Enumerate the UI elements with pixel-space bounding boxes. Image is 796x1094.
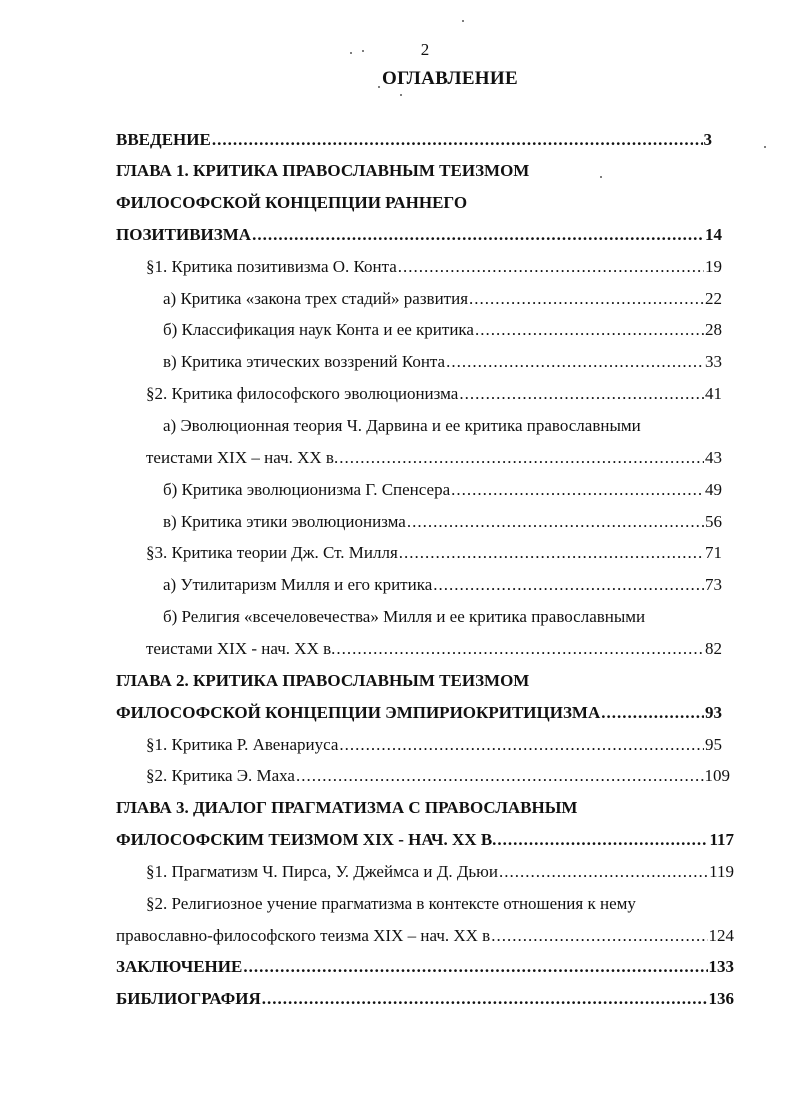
toc-entry-text: §1. Критика Р. Авенариуса — [146, 735, 339, 754]
dot-leader — [459, 384, 704, 404]
toc-entry — [146, 257, 722, 281]
toc-entry-page: 49 — [705, 480, 722, 499]
toc-entry-page: 22 — [705, 289, 722, 308]
toc-entry-text: православно-философского теизма XIX – нач. XX в — [116, 926, 491, 945]
toc-entry-text: б) Классификация наук Конта и ее критика — [163, 320, 474, 339]
dot-leader — [475, 320, 704, 340]
toc-entry-page: 133 — [708, 957, 734, 976]
toc-entry-page: 41 — [705, 384, 722, 403]
toc-entry-page: 73 — [705, 575, 722, 594]
toc-entry-text: ВВЕДЕНИЕ — [116, 130, 211, 149]
dot-leader — [296, 766, 704, 786]
toc-entry-text: ФИЛОСОФСКОЙ КОНЦЕПЦИИ ЭМПИРИОКРИТИЦИЗМА — [116, 703, 601, 722]
toc-entry-page: 119 — [709, 862, 734, 881]
toc-entry — [146, 766, 730, 790]
toc-entry-text: §2. Критика философского эволюционизма — [146, 384, 459, 403]
toc-entry — [163, 416, 641, 440]
toc-entry — [146, 735, 722, 759]
toc-entry-page: 109 — [704, 766, 730, 785]
scan-speck — [362, 50, 364, 52]
dot-leader — [339, 448, 704, 468]
dot-leader — [433, 575, 704, 595]
toc-entry-page: 19 — [705, 257, 722, 276]
toc-entry — [116, 193, 467, 217]
toc-entry — [116, 957, 734, 981]
toc-entry-page: 95 — [705, 735, 722, 754]
toc-entry-text: б) Критика эволюционизма Г. Спенсера — [163, 480, 451, 499]
toc-entry — [116, 798, 577, 822]
toc-entry-page: 28 — [705, 320, 722, 339]
toc-entry — [116, 130, 712, 154]
page-number: 2 — [420, 40, 430, 59]
dot-leader — [262, 989, 708, 1009]
toc-entry-text: §3. Критика теории Дж. Ст. Милля — [146, 543, 398, 562]
dot-leader — [339, 735, 704, 755]
toc-entry-text: БИБЛИОГРАФИЯ — [116, 989, 261, 1008]
toc-entry — [163, 320, 722, 344]
toc-entry-page: 43 — [705, 448, 722, 467]
dot-leader — [407, 512, 704, 532]
dot-leader — [451, 480, 704, 500]
toc-entry-page: 82 — [705, 639, 722, 658]
toc-entry-text: а) Критика «закона трех стадий» развития — [163, 289, 469, 308]
toc-entry-text: теистами XIX – нач. XX в. — [146, 448, 339, 467]
toc-entry-text: б) Религия «всечеловечества» Милля и ее критика православными — [163, 607, 646, 626]
toc-entry-text: §2. Религиозное учение прагматизма в контексте отношения к нему — [146, 894, 636, 913]
dot-leader — [398, 257, 704, 277]
dot-leader — [499, 862, 708, 882]
scan-speck — [350, 52, 352, 54]
toc-entry — [146, 543, 722, 567]
page-title: ОГЛАВЛЕНИЕ — [382, 68, 518, 89]
toc-entry-text: в) Критика этических воззрений Конта — [163, 352, 446, 371]
toc-entry-page: 3 — [703, 130, 712, 149]
toc-entry-page: 33 — [705, 352, 722, 371]
toc-entry — [116, 161, 529, 185]
toc-entry — [163, 607, 645, 631]
toc-entry-text: а) Утилитаризм Милля и его критика — [163, 575, 433, 594]
toc-entry-text: §1. Критика позитивизма О. Конта — [146, 257, 397, 276]
dot-leader — [601, 703, 704, 723]
toc-entry — [146, 639, 722, 663]
dot-leader — [491, 926, 707, 946]
toc-entry-page: 93 — [705, 703, 722, 722]
toc-entry-text: в) Критика этики эволюционизма — [163, 512, 406, 531]
toc-entry-text: ФИЛОСОФСКИМ ТЕИЗМОМ XIX - НАЧ. XX В. — [116, 830, 497, 849]
scan-speck — [764, 146, 766, 148]
toc-entry — [146, 448, 722, 472]
dot-leader — [252, 225, 704, 245]
toc-entry-page: 14 — [705, 225, 722, 244]
scan-speck — [378, 86, 380, 88]
dot-leader — [336, 639, 704, 659]
toc-entry — [116, 671, 529, 695]
scan-speck — [400, 94, 402, 96]
toc-entry — [116, 703, 722, 727]
toc-entry — [163, 289, 722, 313]
toc-entry-text: ГЛАВА 3. ДИАЛОГ ПРАГМАТИЗМА С ПРАВОСЛАВНЫМ — [116, 798, 578, 817]
toc-entry-text: а) Эволюционная теория Ч. Дарвина и ее критика православными — [163, 416, 641, 435]
toc-entry-text: теистами XIX - нач. XX в. — [146, 639, 336, 658]
toc-entry — [163, 512, 722, 536]
toc-entry-text: ГЛАВА 2. КРИТИКА ПРАВОСЛАВНЫМ ТЕИЗМОМ — [116, 671, 530, 690]
toc-entry — [146, 894, 636, 918]
dot-leader — [446, 352, 704, 372]
toc-entry — [116, 225, 722, 249]
toc-entry-page: 56 — [705, 512, 722, 531]
toc-entry — [146, 384, 722, 408]
toc-entry-page: 71 — [705, 543, 722, 562]
toc-entry-page: 136 — [708, 989, 734, 1008]
scan-speck — [600, 176, 602, 178]
toc-entry — [163, 575, 722, 599]
dot-leader — [469, 289, 704, 309]
dot-leader — [212, 130, 703, 150]
toc-entry-text: ЗАКЛЮЧЕНИЕ — [116, 957, 243, 976]
toc-entry-page: 117 — [709, 830, 734, 849]
toc-entry-text: ГЛАВА 1. КРИТИКА ПРАВОСЛАВНЫМ ТЕИЗМОМ — [116, 161, 530, 180]
toc-entry — [116, 830, 734, 854]
toc-entry-text: ПОЗИТИВИЗМА — [116, 225, 252, 244]
toc-entry — [116, 926, 734, 950]
dot-leader — [399, 543, 704, 563]
toc-entry — [146, 862, 734, 886]
scan-speck — [462, 20, 464, 22]
toc-entry — [163, 480, 722, 504]
dot-leader — [243, 957, 707, 977]
toc-entry-text: §2. Критика Э. Маха — [146, 766, 295, 785]
toc-entry — [116, 989, 734, 1013]
toc-entry-text: ФИЛОСОФСКОЙ КОНЦЕПЦИИ РАННЕГО — [116, 193, 468, 212]
toc-entry-page: 124 — [708, 926, 734, 945]
toc-entry — [163, 352, 722, 376]
dot-leader — [497, 830, 708, 850]
toc-entry-text: §1. Прагматизм Ч. Пирса, У. Джеймса и Д. Дьюи — [146, 862, 498, 881]
